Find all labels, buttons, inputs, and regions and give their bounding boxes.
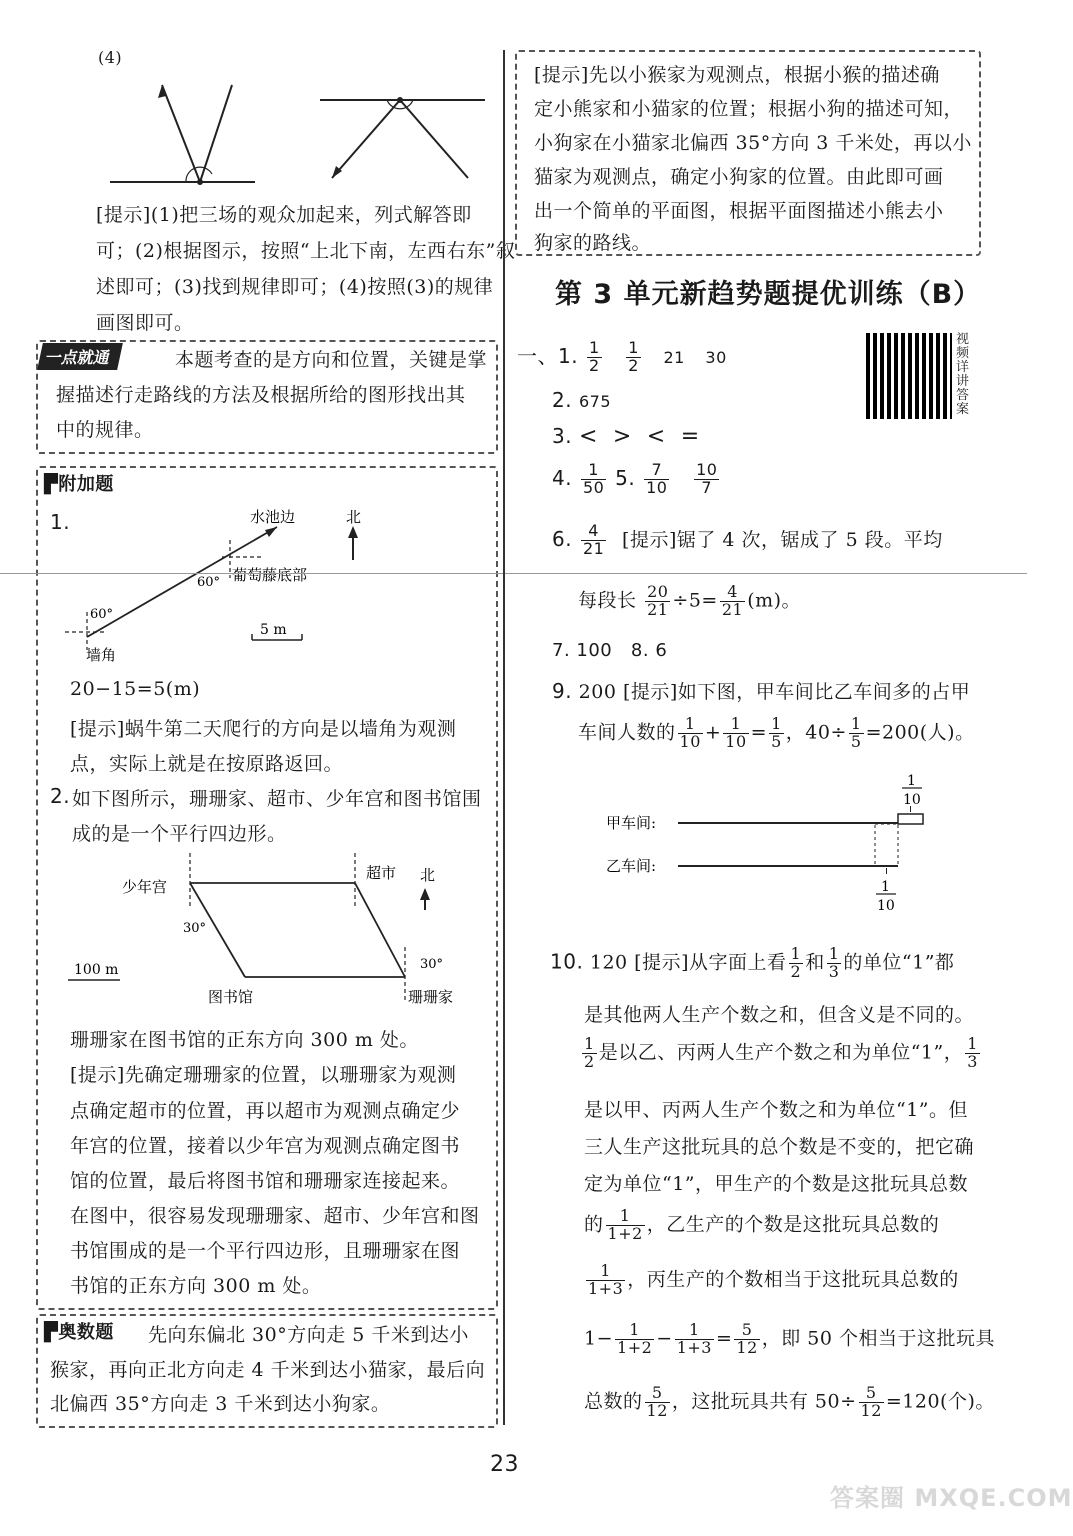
yidian-line: 本题考查的是方向和位置，关键是掌: [175, 349, 488, 371]
right-hint-line: 出一个简单的平面图，根据平面图描述小熊去小: [534, 200, 944, 222]
unit-title: 第 3 单元新趋势题提优训练（B）: [555, 279, 982, 310]
fraction: $\frac{1}{5}$: [771, 714, 782, 751]
label-bot-num: 1: [881, 879, 890, 895]
a9-text: =200(人)。: [865, 721, 975, 744]
right-hint-line: [提示]先以小猴家为观测点，根据小猴的描述确: [534, 64, 940, 86]
a1-prefix: 一、1.: [517, 344, 579, 368]
a5-number: 5.: [615, 465, 636, 490]
a1-value: 21: [663, 348, 685, 367]
a10-text: 和: [805, 951, 825, 974]
a10-text: ，丙生产的个数相当于这批玩具总数的: [627, 1268, 959, 1291]
a10-text: 1−: [584, 1327, 614, 1350]
q2-text: 如下图所示，珊珊家、超市、少年宫和图书馆围: [72, 788, 482, 810]
label-north: 北: [346, 508, 362, 526]
q2-hint: [提示]先确定珊珊家的位置，以珊珊家为观测: [70, 1064, 457, 1086]
fujia-tag: 附加题: [58, 474, 114, 495]
yidian-line: 中的规律。: [56, 419, 154, 441]
a10-text: 是以乙、丙两人生产个数之和为单位“1”，: [598, 1041, 964, 1064]
a2-value: 675: [578, 392, 611, 411]
a6-number: 6.: [552, 526, 573, 551]
fraction: $\frac{1}{2}$: [584, 1034, 595, 1071]
yidian-tag: 一点就通: [37, 343, 123, 370]
fujia-icon: ▛: [44, 474, 59, 495]
fig4-label: (4): [98, 48, 123, 67]
column-divider: [503, 50, 505, 1425]
q1-number: 1.: [50, 510, 71, 534]
aoshu-icon: ▛: [44, 1322, 59, 1343]
watermark: 答案圈 MXQE.COM: [830, 1484, 1073, 1512]
q2-hint: 书馆围成的是一个平行四边形，且珊珊家在图: [70, 1240, 461, 1262]
a10-text: =120(个)。: [885, 1390, 995, 1413]
fraction: $\frac{20}{21}$: [647, 582, 669, 619]
a10-text: 定为单位“1”，甲生产的个数是这批玩具总数: [584, 1173, 969, 1195]
a10-text: 是以甲、丙两人生产个数之和为单位“1”。但: [584, 1099, 969, 1121]
label-angle-a: 60°: [197, 575, 221, 590]
a10-text: ，这批玩具共有 50÷: [671, 1390, 857, 1413]
fraction: $\frac{1}{50}$: [582, 460, 605, 497]
hint-line: 可；(2)根据图示，按照“上北下南，左西右东”叙: [96, 240, 516, 262]
q2-hint: 书馆的正东方向 300 m 处。: [70, 1275, 322, 1297]
fraction: $\frac{1}{1+2}$: [607, 1206, 643, 1243]
a3-value: < > < =: [578, 424, 700, 449]
fraction: $\frac{1}{5}$: [850, 714, 862, 751]
a9-op: =: [750, 721, 768, 744]
fraction: $\frac{10}{7}$: [696, 460, 718, 497]
a1-value: 30: [705, 348, 727, 367]
q2-text: 成的是一个平行四边形。: [72, 823, 287, 845]
fraction: $\frac{1}{1+3}$: [588, 1261, 624, 1298]
label-top-num: 1: [907, 773, 916, 789]
fraction: $\frac{1}{1+3}$: [676, 1320, 712, 1357]
a10-text: =: [715, 1327, 733, 1350]
label-shanshan: 珊珊家: [408, 988, 454, 1006]
a10-text: 120 [提示]从字面上看: [589, 951, 787, 974]
label-angle-b: 60°: [90, 607, 114, 622]
fraction: $\frac{1}{1+2}$: [617, 1320, 653, 1357]
label-angle-c: 30°: [183, 921, 207, 936]
label-tushu: 图书馆: [208, 988, 254, 1006]
label-scale2: 100 m: [74, 962, 119, 978]
label-jia: 甲车间:: [606, 814, 657, 832]
a10-text: 三人生产这批玩具的总个数是不变的，把它确: [584, 1136, 975, 1158]
a4-number: 4.: [552, 465, 573, 490]
aoshu-line: 先向东偏北 30°方向走 5 千米到达小: [148, 1324, 469, 1346]
label-bot-den: 10: [877, 898, 895, 914]
q1-hint: 点，实际上就是在按原路返回。: [70, 753, 344, 775]
a9-number: 9.: [552, 679, 573, 703]
q2-hint: 在图中，很容易发现珊珊家、超市、少年宫和图: [70, 1205, 480, 1227]
label-qiangjiao: 墙角: [86, 646, 117, 664]
qr-label: 视频详讲答案: [956, 332, 970, 417]
a9-line: 200 [提示]如下图，甲车间比乙车间多的占甲: [578, 681, 971, 703]
a6-text: ÷5=: [672, 589, 718, 612]
q2-hint: 年宫的位置，接着以少年宫为观测点确定图书: [70, 1135, 461, 1157]
a10-text: 是其他两人生产个数之和，但含义是不同的。: [584, 1004, 975, 1026]
workshop-bar-diagram: [600, 768, 940, 928]
aoshu-tag: 奥数题: [58, 1322, 114, 1343]
label-putao: 葡萄藤底部: [232, 566, 308, 584]
fraction: $\frac{4}{21}$: [582, 521, 605, 558]
a9-text: ，40÷: [785, 721, 847, 744]
a10-text: ，即 50 个相当于这批玩具: [761, 1327, 996, 1350]
fraction: $\frac{1}{2}$: [588, 338, 600, 375]
right-hint-line: 猫家为观测点，确定小狗家的位置。由此即可画: [534, 166, 944, 188]
a9-text: 车间人数的: [578, 721, 676, 744]
fig4-diagram: [100, 70, 495, 190]
fraction: $\frac{7}{10}$: [646, 460, 668, 497]
a10-text: ，乙生产的个数是这批玩具总数的: [646, 1213, 940, 1236]
a10-number: 10.: [550, 949, 584, 974]
hint-line: 述即可；(3)找到规律即可；(4)按照(3)的规律: [96, 276, 494, 298]
label-shaonian: 少年宫: [122, 878, 168, 896]
fraction: $\frac{5}{12}$: [860, 1383, 882, 1420]
a10-text: 总数的: [584, 1390, 643, 1413]
a10-text: 的: [584, 1213, 604, 1236]
label-north2: 北: [420, 866, 436, 884]
fraction: $\frac{1}{3}$: [967, 1034, 978, 1071]
yidian-line: 握描述行走路线的方法及根据所给的图形找出其: [56, 384, 466, 406]
label-chaoshi: 超市: [366, 864, 397, 882]
fraction: $\frac{1}{10}$: [679, 714, 701, 751]
fraction: $\frac{5}{12}$: [736, 1320, 758, 1357]
fraction: $\frac{1}{2}$: [628, 338, 639, 375]
a10-text: −: [656, 1327, 673, 1350]
fraction: $\frac{1}{10}$: [725, 714, 747, 751]
fraction: $\frac{1}{3}$: [828, 944, 840, 981]
a6-text: (m)。: [747, 589, 802, 612]
q2-answer: 珊珊家在图书馆的正东方向 300 m 处。: [70, 1029, 419, 1051]
label-shuichi: 水池边: [250, 508, 296, 526]
right-hint-line: 定小熊家和小猫家的位置；根据小狗的描述可知，: [534, 98, 964, 120]
fraction: $\frac{5}{12}$: [646, 1383, 668, 1420]
aoshu-line: 北偏西 35°方向走 3 千米到达小狗家。: [50, 1393, 391, 1415]
a6-text: 每段长: [578, 589, 637, 612]
a6-hint: [提示]锯了 4 次，锯成了 5 段。平均: [622, 528, 943, 551]
right-hint-line: 狗家的路线。: [534, 232, 652, 254]
fraction: $\frac{4}{21}$: [721, 582, 744, 619]
snail-route-diagram: [60, 500, 420, 670]
q1-hint: [提示]蜗牛第二天爬行的方向是以墙角为观测: [70, 718, 457, 740]
q2-hint: 馆的位置，最后将图书馆和珊珊家连接起来。: [70, 1170, 461, 1192]
label-yi: 乙车间:: [606, 857, 657, 875]
a3-number: 3.: [552, 424, 573, 448]
aoshu-line: 猴家，再向正北方向走 4 千米到达小猫家，最后向: [50, 1359, 486, 1381]
q2-hint: 点确定超市的位置，再以超市为观测点确定少: [70, 1100, 461, 1122]
q2-number: 2.: [50, 784, 71, 808]
hint-line: [提示](1)把三场的观众加起来，列式解答即: [96, 204, 472, 226]
label-angle-d: 30°: [420, 957, 444, 972]
page-number: 23: [490, 1452, 519, 1477]
label-top-den: 10: [903, 792, 921, 808]
fraction: $\frac{1}{2}$: [790, 944, 802, 981]
qr-code[interactable]: [866, 333, 952, 419]
hint-line: 画图即可。: [96, 312, 194, 334]
q1-calc: 20−15=5(m): [70, 678, 201, 700]
a9-op: +: [704, 721, 722, 744]
scan-fold-line: [0, 573, 1027, 574]
a7-a8: 7. 100 8. 6: [552, 640, 668, 661]
parallelogram-diagram: [60, 850, 480, 1010]
label-scale: 5 m: [260, 622, 287, 638]
a2-number: 2.: [552, 388, 573, 412]
right-hint-line: 小狗家在小猫家北偏西 35°方向 3 千米处，再以小: [534, 132, 972, 154]
a10-text: 的单位“1”都: [843, 951, 955, 974]
